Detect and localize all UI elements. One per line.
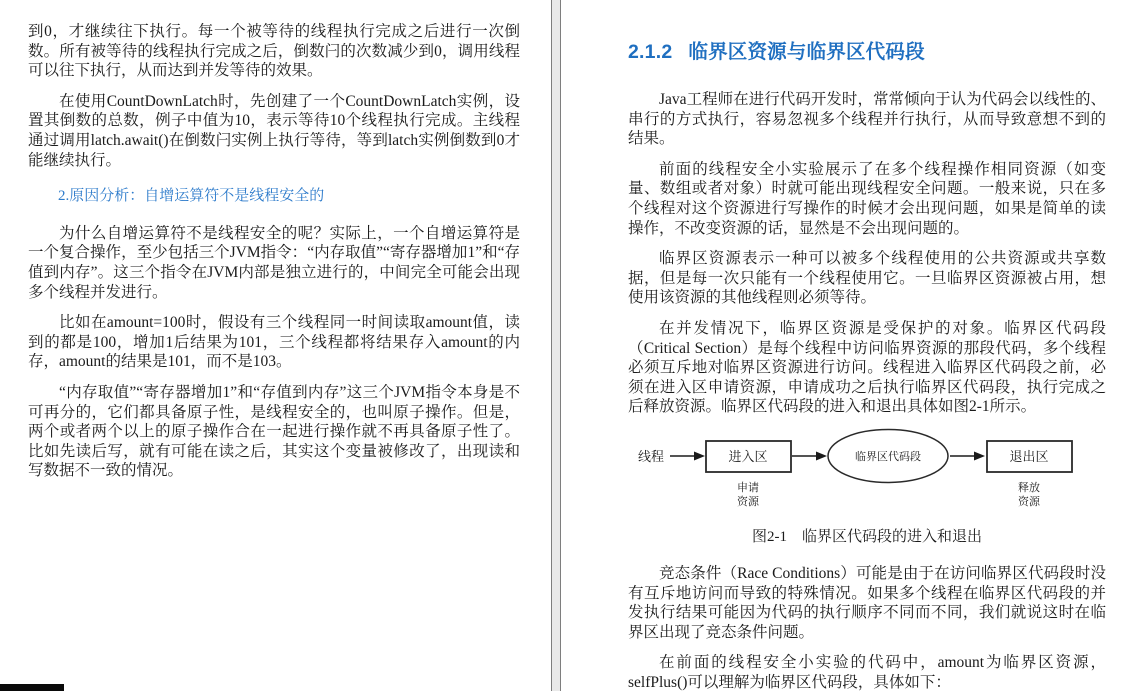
section-subheading: 2.原因分析：自增运算符不是线程安全的	[58, 188, 325, 205]
paragraph: 前面的线程安全小实验展示了在多个线程操作相同资源（如变量、数组或者对象）时就可能出现线程安全问题。一般来说，只在多个线程对这个资源进行写操作的时候才会出现问题，如果是简单的读操作，不改变资源的话，显然是不会出现问题的。	[628, 160, 1106, 237]
bottom-edge-bar	[0, 684, 64, 691]
thread-label: 线程	[638, 448, 665, 464]
paragraph: 竞态条件（Race Conditions）可能是由于在访问临界区代码段时没有互斥地访问而导致的特殊情况。如果多个线程在临界区代码段的并发执行结果可能因为代码的执行顺序不同而不同，我们就说这时在临界区出现了竞态条件问题。	[628, 564, 1106, 641]
exit-note-line2: 资源	[1018, 495, 1040, 508]
paragraph: “内存取值”“寄存器增加1”和“存值到内存”这三个JVM指令本身是不可再分的，它们都具备原子性，是线程安全的，也叫原子操作。但是，两个或者两个以上的原子操作合在一起进行操作就不再具备原子性了。比如先读后写，就有可能在读之后，其实这个变量被修改了，出现读和写数据不一致的情况。	[28, 383, 520, 480]
right-page	[628, 36, 1106, 691]
paragraph: 比如在amount=100时，假设有三个线程同一时间读取amount值，读到的都是100，增加1后结果为101，三个线程都将结果存入amount的内存，amount的结果是101，而不是103。	[28, 314, 520, 371]
figure-2-1-diagram	[628, 428, 1106, 546]
paragraph: 到0，才继续往下执行。每一个被等待的线程执行完成之后进行一次倒数。所有被等待的线程执行完成之后，倒数闩的次数减少到0，调用线程可以往下执行，从而达到并发等待的效果。	[28, 23, 520, 80]
paragraph: 为什么自增运算符不是线程安全的呢？实际上，一个自增运算符是一个复合操作，至少包括三个JVM指令：“内存取值”“寄存器增加1”和“存值到内存”。这三个指令在JVM内部是独立进行的，中间完全可能会出现多个线程并发进行。	[28, 224, 520, 301]
page-divider	[551, 0, 561, 691]
exit-note-line1: 释放	[1018, 481, 1040, 494]
section-number: 2.1.2	[628, 41, 673, 63]
page-title	[628, 36, 1106, 64]
critical-section-flow-svg	[628, 428, 1106, 512]
critical-section-label: 临界区代码段	[855, 450, 921, 463]
enter-note-line2: 资源	[737, 495, 759, 508]
paragraph: 在使用CountDownLatch时，先创建了一个CountDownLatch实例，设置其倒数的总数，例子中值为10，表示等待10个线程执行完成。主线程通过调用latch.await()在倒数闩实例上执行等待，等到latch实例倒数到0才能继续执行。	[28, 92, 520, 169]
enter-zone-label: 进入区	[728, 448, 768, 464]
paragraph: 在前面的线程安全小实验的代码中，amount为临界区资源，selfPlus()可以理解为临界区代码段，具体如下：	[628, 654, 1106, 691]
paragraph: 临界区资源表示一种可以被多个线程使用的公共资源或共享数据，但是每一次只能有一个线程使用它。一旦临界区资源被占用，想使用该资源的其他线程则必须等待。	[628, 250, 1106, 307]
arrow-icon	[950, 451, 985, 460]
left-page	[28, 22, 520, 492]
arrow-icon	[670, 451, 705, 460]
arrow-icon	[792, 451, 827, 460]
paragraph: Java工程师在进行代码开发时，常常倾向于认为代码会以线性的、串行的方式执行，容易忽视多个线程并行执行，从而导致意想不到的结果。	[628, 91, 1106, 148]
section-title-text: 临界区资源与临界区代码段	[688, 41, 925, 63]
exit-zone-label: 退出区	[1009, 448, 1049, 464]
enter-note-line1: 申请	[737, 481, 759, 494]
paragraph: 在并发情况下，临界区资源是受保护的对象。临界区代码段（Critical Section）是每个线程中访问临界资源的那段代码，多个线程必须互斥地对临界区资源进行访问。线程进入临界区代码段之前，必须在进入区申请资源，申请成功之后执行临界区代码段，执行完成之后释放资源。临界区代码段的进入和退出具体如图2-1所示。	[628, 319, 1106, 416]
figure-caption: 图2-1 临界区代码段的进入和退出	[752, 528, 982, 545]
